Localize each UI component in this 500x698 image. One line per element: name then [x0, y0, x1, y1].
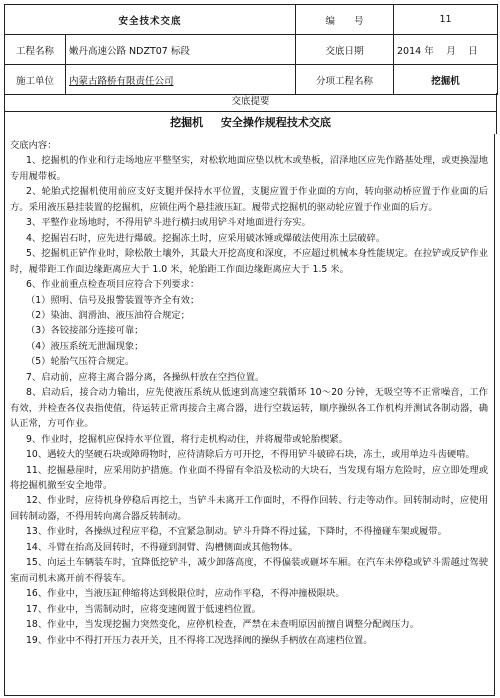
- paragraph: 15、向运土车辆装车时，宜降低挖铲斗，减少卸落高度，不得偏装或砸坏车厢。在汽车未停稳或铲斗需越过驾驶室而司机未离开前不得装车。: [10, 557, 488, 584]
- header-row-project: [5, 35, 498, 65]
- project-name-value: 嫩丹高速公路 NDZT07 标段: [66, 35, 296, 65]
- paragraph: 18、作业中，当发现挖掘力突然变化，应停机检查，严禁在未查明原因前擅自调整分配阀压力。: [26, 619, 420, 631]
- paragraph: （2）染油、润滑油、液压油符合规定；: [26, 309, 190, 321]
- paragraph: （4）液压系统无泄漏现象；: [26, 340, 144, 352]
- disclosure-content: [10, 138, 488, 648]
- paragraph: 16、作业中，当液压缸伸缩将达到极限位时，应动作平稳，不得冲撞极限块。: [26, 588, 345, 600]
- paragraph: 3、平整作业场地时，不得用铲斗进行横扫或用铲斗对地面进行夯实。: [26, 217, 311, 229]
- project-name-label: 工程名称: [5, 35, 66, 65]
- number-label: 编 号: [296, 5, 394, 35]
- paragraph: 14、斗臂在抬高及回转时，不得碰到洞臂、沟槽侧面或其他物体。: [26, 541, 299, 553]
- paragraph: 19、作业中不得打开压力表开关，且不得将工况选择阀的操纵手柄放在高速档位置。: [26, 634, 373, 646]
- paragraph: 17、作业中，当需制动时，应将变速阀置于低速档位置。: [26, 603, 261, 615]
- unit-value: 内蒙古路桥有限责任公司: [69, 75, 174, 87]
- header-row-unit: [5, 65, 498, 95]
- paragraph: 9、作业时，挖掘机应保持水平位置，将行走机构动住，并将履带或轮胎楔紧。: [26, 433, 349, 445]
- paragraph: 1、挖掘机的作业和行走场地应平整坚实，对松软地面应垫以枕木或垫板，沼泽地区应先作路基处理，或更换湿地专用履带板。: [10, 155, 488, 182]
- sub-project-label: 分项工程名称: [296, 65, 394, 95]
- paragraph: （1）照明、信号及报警装置等齐全有效；: [26, 294, 200, 306]
- number-value: 11: [394, 5, 498, 35]
- paragraph: 13、作业时，各操纵过程应平稳，不宜紧急制动。铲斗升降不得过猛，下降时，不得撞碰车架或履带。: [26, 526, 447, 538]
- unit-value-cell: [66, 65, 296, 95]
- date-value: 2014 年 月 日: [394, 35, 498, 65]
- header-row-title: [5, 5, 498, 35]
- paragraph: 7、启动前，应将主离合器分离，各操纵杆放在空挡位置。: [26, 371, 265, 383]
- unit-label: 施工单位: [5, 65, 66, 95]
- paragraph: （3）各铰接部分连接可靠；: [26, 325, 144, 337]
- paragraph: 2、轮胎式挖掘机使用前应支好支腿并保持水平位置，支腿应置于作业面的方向，转向驱动桥应置于作业面的后方。采用液压悬挂装置的挖掘机，应锁住两个悬挂液压缸。履带式挖掘机的驱动轮应置于作业面的后方。: [10, 186, 488, 213]
- paragraph: 11、挖掘悬崖时，应采用防护措施。作业面不得留有伞沿及松动的大块石，当发现有塌方危险时，应立即处理或将挖掘机撤至安全地带。: [10, 464, 488, 491]
- document-title: 安全技术交底: [5, 5, 296, 35]
- paragraph: 4、挖掘岩石时，应先进行爆破。挖掘冻土时，应采用破冰锤或爆破法使用冻土层破碎。: [26, 232, 386, 244]
- header-table: [4, 4, 498, 95]
- content-label: 交底内容：: [10, 140, 57, 151]
- paragraph: 8、启动后，接合动力输出，应先使液压系统从低速到高速空载循环 10～20 分钟，无吸空等不正常噪音，工作有效，并检查各仪表指使值，待运转正常再接合主离合器，进行空载运转，顺序操纵各工作机构并测试各制动器，确认正常，方可作业。: [10, 387, 488, 430]
- paragraph: 6、作业前重点检查项目应符合下列要求：: [26, 279, 200, 291]
- summary-label: 交底提要: [4, 93, 497, 112]
- paragraph: 12、作业时，应待机身停稳后再挖土，当铲斗未离开工作面时，不得作回转、行走等动作。回转制动时，应使用回转制动器，不得用转向离合器反转制动。: [10, 495, 488, 522]
- date-label: 交底日期: [296, 35, 394, 65]
- paragraph: 10、遇较大的坚硬石块或障碍物时，应待清除后方可开挖，不得用铲斗破碎石块，冻土，或用单边斗齿硬啃。: [26, 449, 475, 461]
- paragraph: （5）轮胎气压符合规定。: [26, 356, 135, 368]
- paragraph: 5、挖掘机正铲作业时，除松散土壤外，其最大开挖高度和深度，不应超过机械本身性能规定。在拉铲或反铲作业时，履带距工作面边缘距离应大于 1.0 米，轮胎距工作面边缘距离应大于 1.5 米。: [10, 248, 488, 275]
- disclosure-subtitle: 挖掘机 安全操作规程技术交底: [4, 112, 497, 134]
- sub-project-value: 挖掘机: [394, 65, 498, 95]
